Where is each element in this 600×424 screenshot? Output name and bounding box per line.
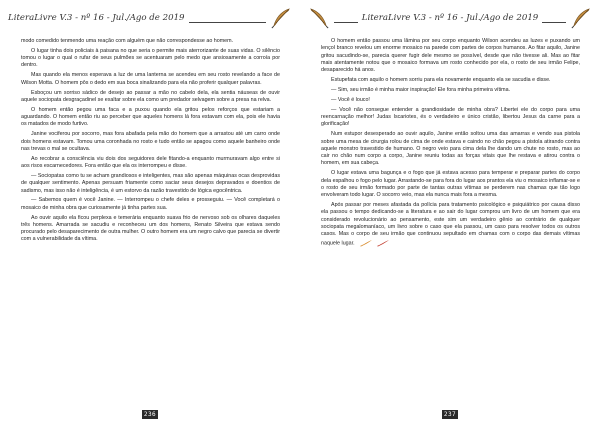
quill-pen-icon <box>376 239 390 247</box>
right-header-rule-right <box>542 22 566 23</box>
quill-pen-icon <box>308 7 330 29</box>
paragraph: — Você não consegue entender a grandiosidade de minha obra? Libertei ele do corpo para uma reencarnação melhor! Judas Iscariotes, és o verdadeiro e único cristão, libertou Jesus da carne para a glorificação! <box>321 106 580 128</box>
right-header <box>308 6 592 30</box>
paragraph: Estupefata com aquilo o homem sorriu para ela novamente enquanto ela se sacudia e disse. <box>331 77 551 84</box>
paragraph: — Sabemos quem é você Janine. — Interrompeu o chefe deles e prosseguiu. — Você completará o mosaico de minha obra que curiosamente já tinha partes sua. <box>21 197 280 211</box>
left-footer <box>0 407 300 421</box>
left-page-number: 236 <box>143 410 157 418</box>
right-article-body <box>321 38 580 402</box>
paragraph <box>321 202 580 247</box>
paragraph: modo comedido tenmendo uma reação com alguém que não correspondesse ao homem. <box>21 38 234 44</box>
right-header-rule-left <box>334 22 358 23</box>
left-header-title: LiteraLivre V.3 - nº 16 - Jul./Ago de 2019 <box>8 13 185 23</box>
paragraph: O lugar estava uma bagunça e o fogo que já estava acesso para temperar e preparar partes do corpo dela espalhou o fogo pelo lugar. Arrastando-se para fora do lugar aos prantos ela viu o mosaico inflamar-se e o rosto de seu irmão formado por parte de tantas outras vítimas se perderem nas chamas que tão logo envolveram todo lugar. O socorro veio, mas ela nunca mais fora a mesma. <box>321 170 580 199</box>
paragraph: Ao ouvir aquilo ela ficou perplexa e temerária enquanto suava frio de nervoso sob os olhares daqueles três homens. Amarrada se sacudiu e reconheceu um dos homens, Renato Silveira que estava sendo procurado pelo desaparecimento de outra mulher. O outro homem era um negro calvo que parecia se divertir com a vulnerabilidade da vítima. <box>21 214 280 243</box>
paragraph: Janine vociferou por socorro, mas fora abafada pela mão do homem que a arrastou até um carro onde dois homens estavam. Tomou uma coronhada no rosto e tudo então se apagou como aquele banheiro onde nas trevas o mal se ocultava. <box>21 131 280 152</box>
paragraph: O homem então passou uma lâmina por seu corpo enquanto Wilson acendeu as luzes e puxando um lençol branco revelou um enorme mosaico na parede com partes de corpos humanos. Ao fitar aquilo, Janine gritou sacudindo-se, parecia querer fugir dele mesmo se possível, desde que não tivesse ali. Mas ao fitar mais atentamente notou que o mosaico formava um rosto conhecido por ela, o rosto de seu irmão Felipe, desaparecido há anos. <box>321 38 580 74</box>
end-ornament <box>359 239 390 247</box>
paragraph: — Sim, seu irmão é minha maior inspiração! Ele fora minha primeira vítima. <box>331 86 511 93</box>
right-footer <box>300 407 600 421</box>
quill-pen-icon <box>570 7 592 29</box>
right-header-title: LiteraLivre V.3 - nº 16 - Jul./Ago de 2019 <box>361 13 539 23</box>
quill-pen-icon <box>270 7 292 29</box>
paragraph: Num estupor desesperado ao ouvir aquilo, Janine então soltou uma das amarras e vendo sua pistola sobre uma mesa de cirurgia rolou de cima de onde estava e caindo no chão pegou a pistola atirando contra aquele monstro travestido de humano. O negro veio para cima dela lhe dando um chute no rosto, mas ao cair no chão num corpo a corpo, Janine reuniu todas as forças vitais que lhe restava e atirou contra o homem, em sua cabeça. <box>321 131 580 167</box>
paragraph: O lugar tinha dois policiais à paisana no que seria o permite mais aterrorizante de suas vidas. O silêncio tomou o lugar o qual o rufar de seus pulmões se acentuaram pelo medo que ansiosamente a corroía por dentro. <box>21 47 280 69</box>
paragraph: — Você é louco! <box>331 96 370 103</box>
quill-pen-icon <box>359 239 373 247</box>
paragraph: Mas quando ela menos esperava a luz de uma lanterna se acendeu em seu rosto revelando a face de Wilson Motta. O homem pôs o dedo em sua boca sinalizando para ela não proferir qualquer palavras. <box>21 72 280 86</box>
left-header <box>8 6 292 30</box>
paragraph-text: Após passar por meses afastada da polícia para tratamento psicológico e psiquiátrico por causa disso ela passou o tempo dedicando-se a literatura e ao sair do lugar comprou um livro de um homem que era considerado revolucionário ao pensamento, este sim um verdadeiro gênio ao contrário de qualquer sociopata megalomaníaco, um livro sobre o caso que ela passou, um caso para resolver todos os outros casos. Mas o corpo de seu irmão que continuou sepultado em chamas com o corpo das demais vítimas naquele lugar. <box>321 202 580 246</box>
paragraph: Ao recobrar a consciência viu dois dos seguidores dele fitando-a enquanto murmuravam algo entre si aos risos escarnecedores. Fora então que ela os interrompeu e disse. <box>21 155 280 170</box>
left-article-body <box>21 38 280 402</box>
right-page <box>300 0 600 424</box>
right-page-number: 237 <box>443 410 457 418</box>
paragraph: Esboçou um sorriso sádico de desejo ao passar a mão no cabelo dela, ela sentia náuseas de ouvir aquele sociopata desgraçadinel se exaltar sobre ela como um predador selvagem sobre a presa na relva. <box>21 89 280 103</box>
left-header-rule <box>189 22 267 23</box>
paragraph: — Sociopatas como tu se acham grandiosos e inteligentes, mas são apenas máquinas ocas desprovidas de qualquer sentimento. Apenas persuam friamente como saciar seus desejos depravados e doentios de sadismo, mas isso não é inteligência, é um estorvo da razão travestido de lógica egocêntrica. <box>21 172 280 194</box>
paragraph: O homem então pegou uma faca e a puxou quando ela gritou pelos reforços que estariam a aguardando. O homem então riu ao perceber que aqueles homens lá fora estavam com ela, pois ele havia os matados de modo furtivo. <box>21 106 280 128</box>
